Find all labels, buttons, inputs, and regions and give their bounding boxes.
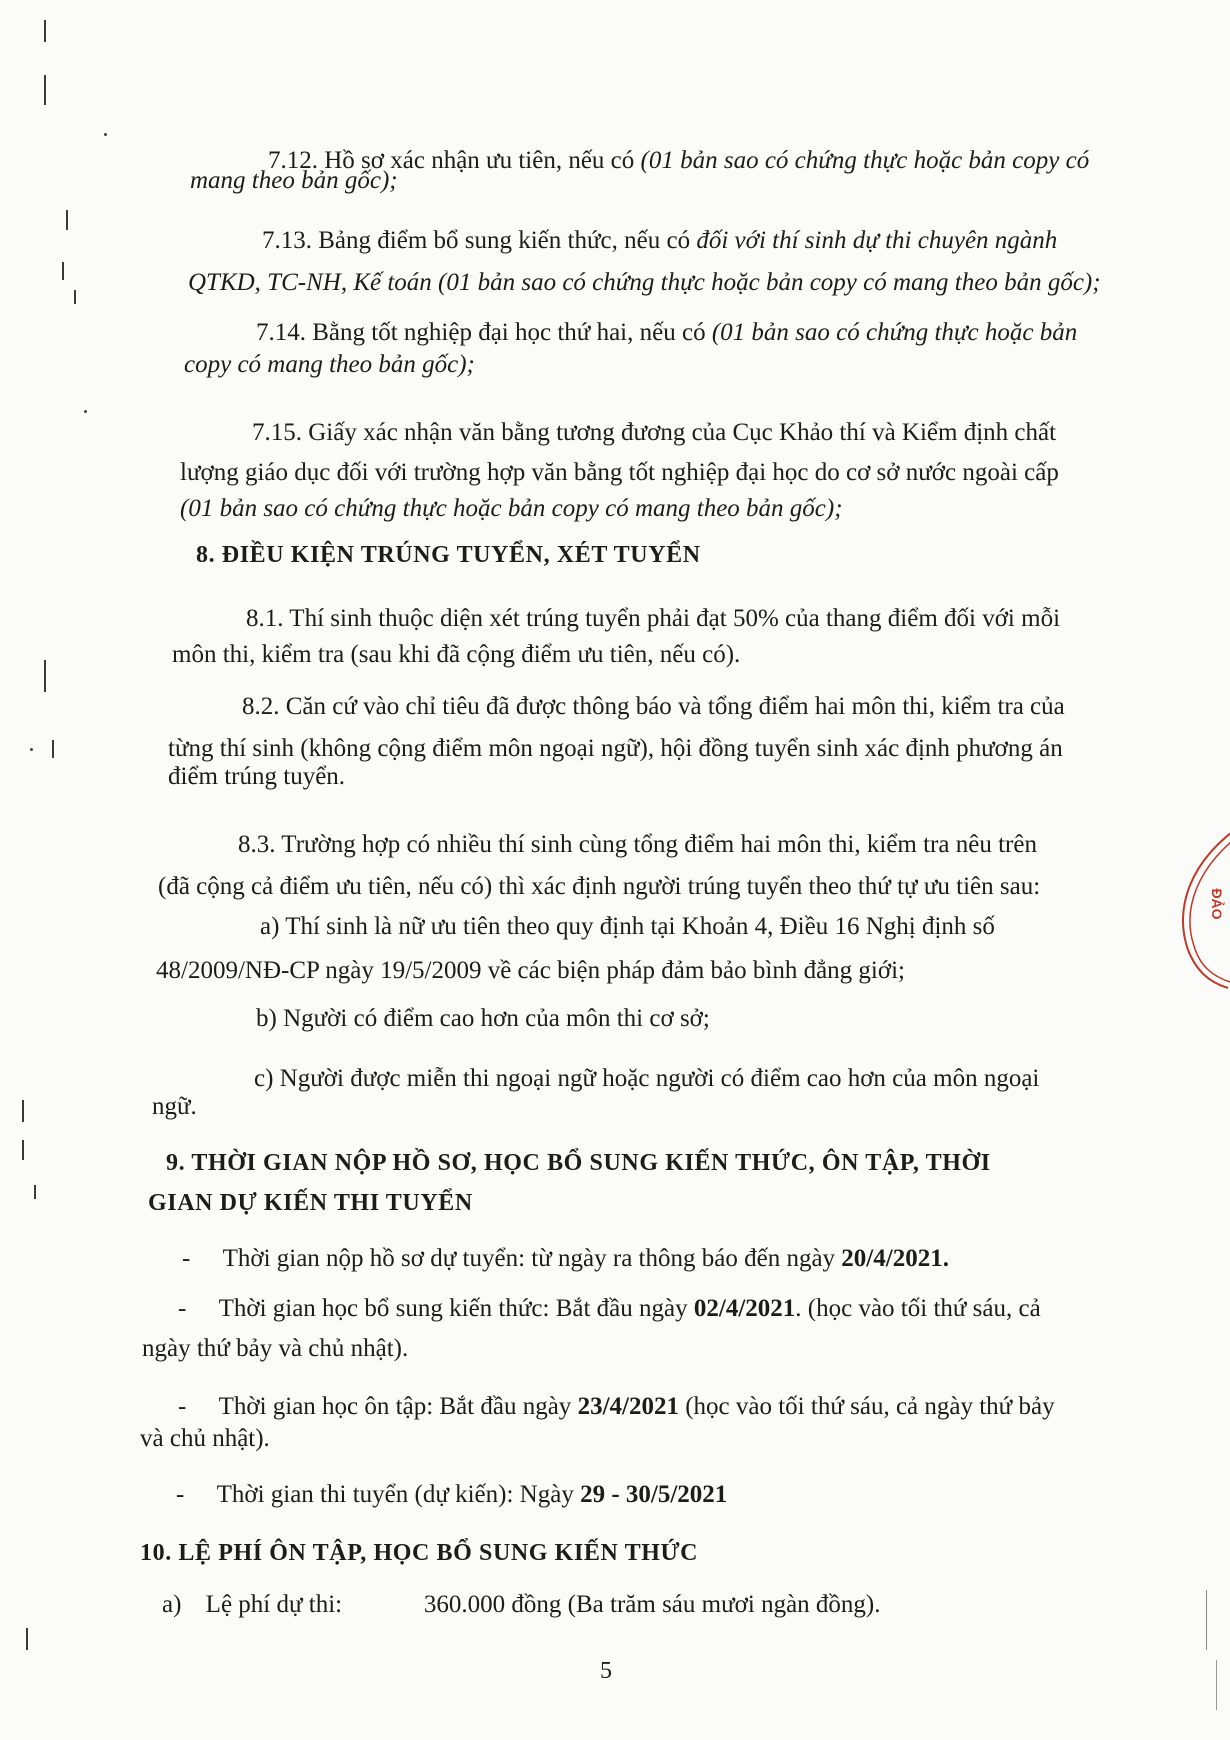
page-number: 5 [600, 1658, 612, 1684]
item-7-12-line1: 7.12. Hồ sơ xác nhận ưu tiên, nếu có (01 bản sao có chứng thực hoặc bản copy có [268, 147, 1090, 174]
scan-mark [34, 1185, 36, 1199]
item-7-15-line2: lượng giáo dục đối với trường hợp văn bằng tốt nghiệp đại học do cơ sở nước ngoài cấp [180, 459, 1059, 486]
s8-a-line1: a) Thí sinh là nữ ưu tiên theo quy định tại Khoản 4, Điều 16 Nghị định số [260, 913, 995, 940]
s10-a-name: Lệ phí dự thi: [205, 1591, 343, 1618]
section-9-heading-line1: 9. THỜI GIAN NỘP HỒ SƠ, HỌC BỔ SUNG KIẾN THỨC, ÔN TẬP, THỜI [166, 1150, 991, 1176]
scan-mark [44, 20, 46, 42]
s9-bullet-2-cont: ngày thứ bảy và chủ nhật). [142, 1335, 409, 1362]
s10-a-row [162, 1590, 881, 1620]
s9-bullet-3-cont: và chủ nhật). [140, 1425, 270, 1452]
s9-bullet-2: - Thời gian học bổ sung kiến thức: Bắt đầu ngày 02/4/2021. (học vào tối thứ sáu, cả [178, 1295, 1041, 1322]
s8-a-line2: 48/2009/NĐ-CP ngày 19/5/2009 về các biện pháp đảm bảo bình đẳng giới; [156, 957, 905, 984]
scan-mark [62, 262, 64, 280]
item-7-15-line1: 7.15. Giấy xác nhận văn bằng tương đương của Cục Khảo thí và Kiểm định chất [252, 419, 1057, 446]
red-stamp-edge [1168, 820, 1230, 990]
scan-dot [84, 410, 87, 413]
s8-c-line2: ngữ. [152, 1093, 197, 1120]
bullet-dash: - [176, 1481, 185, 1508]
s8-p2-line3: điểm trúng tuyển. [168, 763, 346, 790]
item-7-13-line1: 7.13. Bảng điểm bổ sung kiến thức, nếu có đối với thí sinh dự thi chuyên ngành [262, 227, 1058, 254]
section-9-heading-line2: GIAN DỰ KIẾN THI TUYỂN [148, 1190, 473, 1216]
bullet-dash: - [182, 1245, 191, 1272]
scan-mark [1206, 1590, 1207, 1650]
s8-p2-line1: 8.2. Căn cứ vào chỉ tiêu đã được thông báo và tổng điểm hai môn thi, kiểm tra của [242, 693, 1065, 720]
item-7-14-line2: copy có mang theo bản gốc); [184, 351, 475, 378]
s9-bullet-3: - Thời gian học ôn tập: Bắt đầu ngày 23/4/2021 (học vào tối thứ sáu, cả ngày thứ bảy [178, 1393, 1055, 1420]
s8-p1-line2: môn thi, kiểm tra (sau khi đã cộng điểm ưu tiên, nếu có). [172, 641, 741, 668]
s8-c-line1: c) Người được miễn thi ngoại ngữ hoặc người có điểm cao hơn của môn ngoại [254, 1065, 1040, 1092]
s8-p1-line1: 8.1. Thí sinh thuộc diện xét trúng tuyển phải đạt 50% của thang điểm đối với mỗi [246, 605, 1061, 632]
s8-p2-line2: từng thí sinh (không cộng điểm môn ngoại ngữ), hội đồng tuyển sinh xác định phương án [168, 735, 1063, 762]
scan-mark [66, 210, 68, 230]
scan-mark [22, 1100, 24, 1122]
section-8-heading: 8. ĐIỀU KIỆN TRÚNG TUYỂN, XÉT TUYỂN [196, 542, 701, 568]
item-7-15-line3: (01 bản sao có chứng thực hoặc bản copy có mang theo bản gốc); [180, 495, 843, 522]
section-10-heading: 10. LỆ PHÍ ÔN TẬP, HỌC BỔ SUNG KIẾN THỨC [140, 1540, 699, 1566]
item-7-12-line2: mang theo bản gốc); [190, 167, 398, 194]
scan-mark [52, 740, 54, 758]
scan-mark [74, 290, 76, 304]
bullet-dash: - [178, 1295, 187, 1322]
scan-mark [44, 75, 46, 105]
item-7-14-line1: 7.14. Bằng tốt nghiệp đại học thứ hai, nếu có (01 bản sao có chứng thực hoặc bản [256, 319, 1078, 346]
s10-a-value: 360.000 đồng (Ba trăm sáu mươi ngàn đồng). [423, 1591, 881, 1618]
s8-p3-line2: (đã cộng cả điểm ưu tiên, nếu có) thì xác định người trúng tuyển theo thứ tự ưu tiên sau: [158, 873, 1041, 900]
scan-mark [26, 1628, 28, 1650]
stamp-text: ĐẢO [1209, 888, 1225, 920]
bullet-dash: - [178, 1393, 187, 1420]
scan-mark [22, 1140, 24, 1160]
s8-b-line: b) Người có điểm cao hơn của môn thi cơ sở; [256, 1005, 710, 1032]
scan-dot [104, 133, 107, 136]
scan-mark [44, 660, 46, 692]
s9-bullet-4: - Thời gian thi tuyển (dự kiến): Ngày 29 - 30/5/2021 [176, 1481, 728, 1508]
s10-a-label: a) [162, 1591, 182, 1618]
s9-bullet-1: - Thời gian nộp hồ sơ dự tuyển: từ ngày ra thông báo đến ngày 20/4/2021. [182, 1245, 949, 1272]
item-7-13-line2: QTKD, TC-NH, Kế toán (01 bản sao có chứng thực hoặc bản copy có mang theo bản gốc); [188, 269, 1101, 296]
scan-mark [1216, 1660, 1217, 1710]
scan-dot [30, 748, 33, 751]
s8-p3-line1: 8.3. Trường hợp có nhiều thí sinh cùng tổng điểm hai môn thi, kiểm tra nêu trên [238, 831, 1037, 858]
